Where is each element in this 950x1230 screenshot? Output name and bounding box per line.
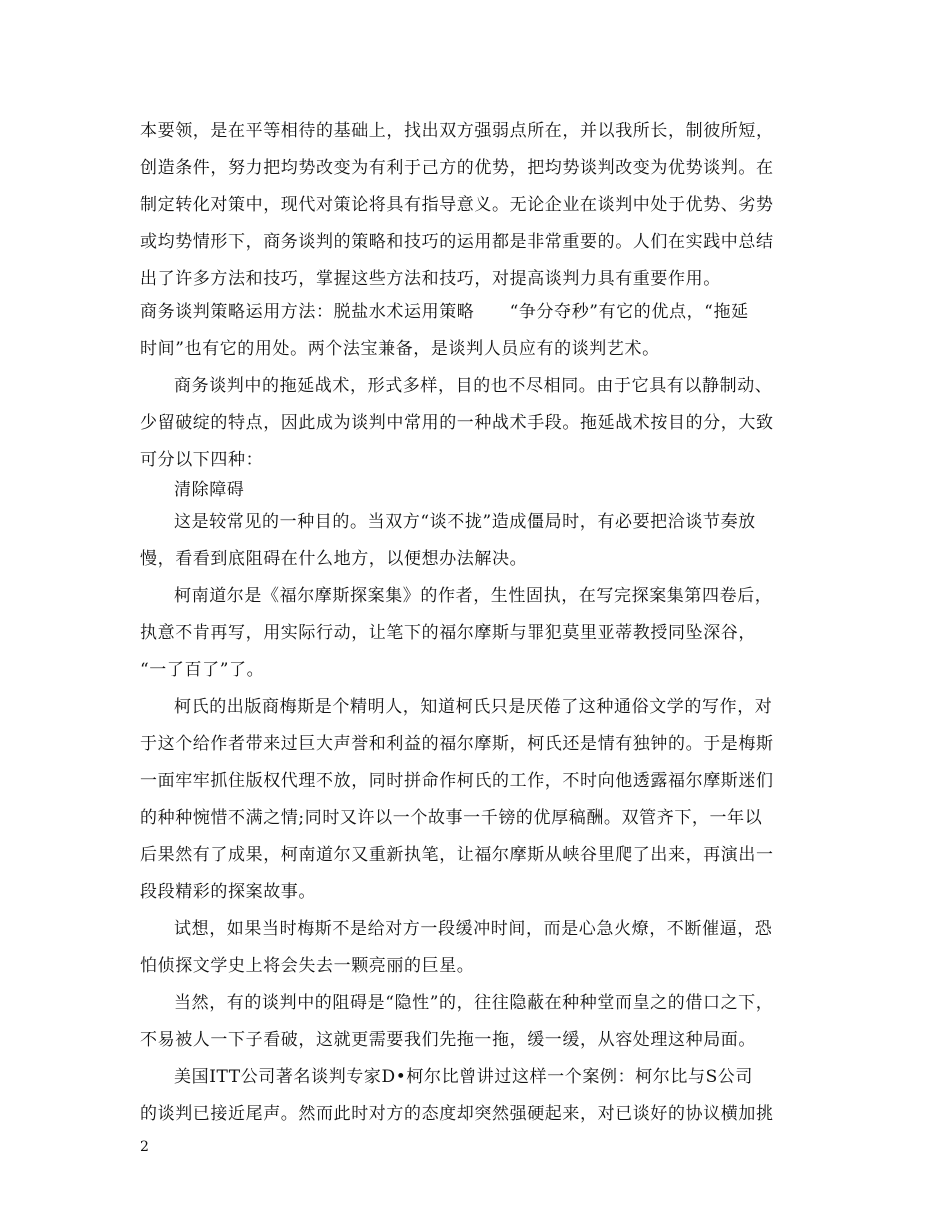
text-line: 执意不肯再写，用实际行动，让笔下的福尔摩斯与罪犯莫里亚蒂教授同坠深谷，: [140, 623, 756, 643]
text-line: 的种种惋惜不满之情;同时又许以一个故事一千镑的优厚稿酬。双管齐下，一年以: [140, 808, 763, 828]
text-line: 制定转化对策中，现代对策论将具有指导意义。无论企业在谈判中处于优势、劣势: [140, 195, 774, 215]
text-line: 怕侦探文学史上将会失去一颗亮丽的巨星。: [140, 956, 475, 976]
text-line: 柯南道尔是《福尔摩斯探案集》的作者，生性固执，在写完探案集第四卷后，: [174, 586, 773, 606]
text-line: 柯氏的出版商梅斯是个精明人，知道柯氏只是厌倦了这种通俗文学的写作，对: [174, 697, 773, 717]
text-line: “一了百了”了。: [140, 660, 265, 680]
text-line: 试想，如果当时梅斯不是给对方一段缓冲时间，而是心急火燎，不断催逼，恐: [174, 919, 773, 939]
text-line: 当然，有的谈判中的阻碍是“隐性”的，往往隐蔽在种种堂而皇之的借口之下，: [174, 993, 774, 1013]
section-heading: 清除障碍: [174, 480, 245, 500]
text-line: 时间”也有它的用处。两个法宝兼备，是谈判人员应有的谈判艺术。: [140, 339, 660, 359]
text-line: 不易被人一下子看破，这就更需要我们先拖一拖，缓一缓，从容处理这种局面。: [140, 1030, 756, 1050]
text-line: 出了许多方法和技巧，掌握这些方法和技巧，对提高谈判力具有重要作用。: [140, 269, 721, 289]
text-line: 一面牢牢抓住版权代理不放，同时拼命作柯氏的工作，不时向他透露福尔摩斯迷们: [140, 771, 774, 791]
text-line: 本要领，是在平等相待的基础上，找出双方强弱点所在，并以我所长，制彼所短，: [140, 121, 774, 141]
text-line: 后果然有了成果，柯南道尔又重新执笔，让福尔摩斯从峡谷里爬了出来，再演出一: [140, 845, 774, 865]
text-line: 创造条件，努力把均势改变为有利于己方的优势，把均势谈判改变为优势谈判。在: [140, 158, 774, 178]
text-line: 商务谈判策略运用方法：脱盐水术运用策略 “争分夺秒”有它的优点，“拖延: [140, 302, 749, 322]
text-line: 商务谈判中的拖延战术，形式多样，目的也不尽相同。由于它具有以静制动、: [174, 376, 773, 396]
text-line: 这是较常见的一种目的。当双方“谈不拢”造成僵局时，有必要把洽谈节奏放: [174, 512, 756, 532]
text-line: 美国ITT公司著名谈判专家D•柯尔比曾讲过这样一个案例：柯尔比与S公司: [174, 1067, 754, 1087]
text-line: 少留破绽的特点，因此成为谈判中常用的一种战术手段。拖延战术按目的分，大致: [140, 413, 774, 433]
text-line: 于这个给作者带来过巨大声誉和利益的福尔摩斯，柯氏还是情有独钟的。于是梅斯: [140, 734, 774, 754]
text-line: 的谈判已接近尾声。然而此时对方的态度却突然强硬起来，对已谈好的协议横加挑: [140, 1104, 774, 1124]
text-line: 或均势情形下，商务谈判的策略和技巧的运用都是非常重要的。人们在实践中总结: [140, 232, 774, 252]
page-number: 2: [140, 1139, 149, 1155]
text-line: 可分以下四种：: [140, 450, 264, 470]
text-line: 慢，看看到底阻碍在什么地方，以便想办法解决。: [140, 549, 528, 569]
text-line: 段段精彩的探案故事。: [140, 882, 316, 902]
